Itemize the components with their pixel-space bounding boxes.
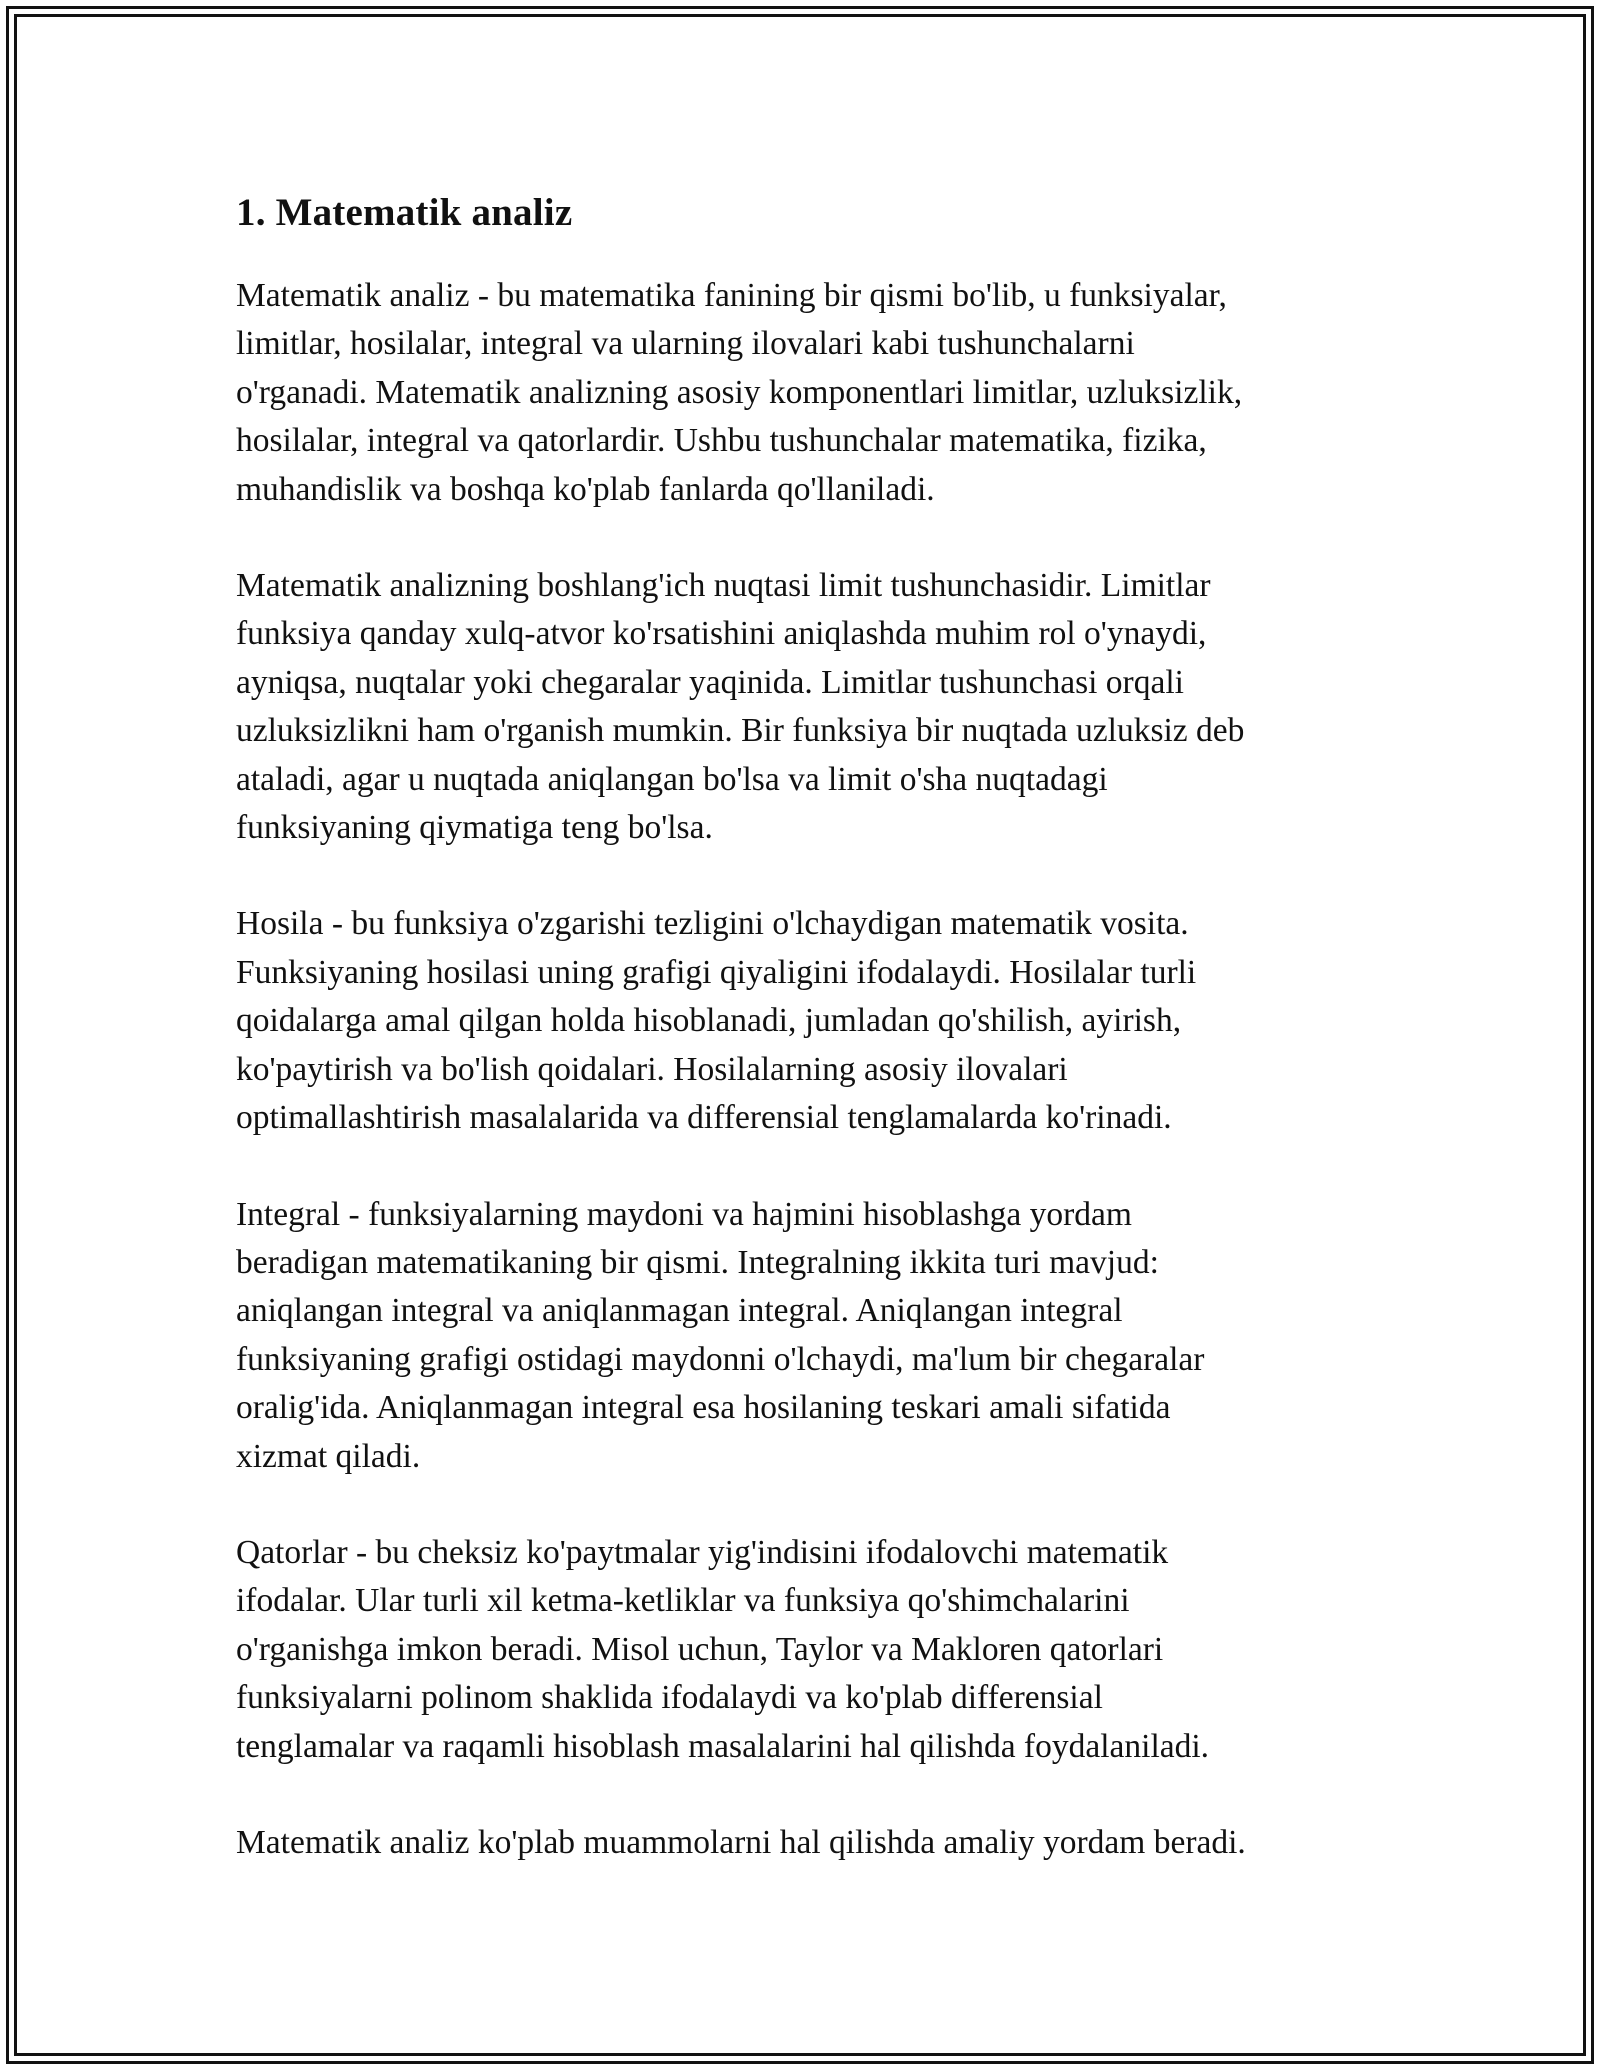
document-body <box>236 184 1376 1915</box>
paragraph-introduction: Matematik analiz - bu matematika fanining bir qismi bo'lib, u funksiyalar, limitlar, hosilalar, integral va ularning ilovalari kabi tushunchalarni o'rganadi. Matematik analizning asosiy komponentlari limitlar, uzluksizlik, hosilalar, integral va qatorlardir. Ushbu tushunchalar matematika, fizika, muhandislik va boshqa ko'plab fanlarda qo'llaniladi. <box>236 277 1243 508</box>
paragraph-series: Qatorlar - bu cheksiz ko'paytmalar yig'indisini ifodalovchi matematik ifodalar. Ular turli xil ketma-ketliklar va funksiya qo'shimchalarini o'rganishga imkon beradi. Misol uchun, Taylor va Makloren qatorlari funksiyalarni polinom shaklida ifodalaydi va ko'plab differensial tenglamalar va raqamli hisoblash masalalarini hal qilishda foydalaniladi. <box>236 1533 1210 1765</box>
section-title: 1. Matematik analiz <box>236 191 573 234</box>
paragraph-derivatives: Hosila - bu funksiya o'zgarishi tezligini o'lchaydigan matematik vosita. Funksiyaning hosilasi uning grafigi qiyaligini ifodalaydi. Hosilalar turli qoidalarga amal qilgan holda hisoblanadi, jumladan qo'shilish, ayirish, ko'paytirish va bo'lish qoidalari. Hosilalarning asosiy ilovalari optimallashtirish masalalarida va differensial tenglamalarda ko'rinadi. <box>236 905 1197 1137</box>
paragraph-conclusion: Matematik analiz ko'plab muammolarni hal qilishda amaliy yordam beradi. <box>236 1823 1246 1861</box>
paragraph-integrals: Integral - funksiyalarning maydoni va hajmini hisoblashga yordam beradigan matematikaning bir qismi. Integralning ikkita turi mavjud: aniqlangan integral va aniqlanmagan integral. Aniqlangan integral funksiyaning grafigi ostidagi maydonni o'lchaydi, ma'lum bir chegaralar oralig'ida. Aniqlanmagan integral esa hosilaning teskari amali sifatida xizmat qiladi. <box>236 1195 1205 1475</box>
paragraph-limits: Matematik analizning boshlang'ich nuqtasi limit tushunchasidir. Limitlar funksiya qanday xulq-atvor ko'rsatishini aniqlashda muhim rol o'ynaydi, ayniqsa, nuqtalar yoki chegaralar yaqinida. Limitlar tushunchasi orqali uzluksizlikni ham o'rganish mumkin. Bir funksiya bir nuqtada uzluksiz deb ataladi, agar u nuqtada aniqlangan bo'lsa va limit o'sha nuqtadagi funksiyaning qiymatiga teng bo'lsa. <box>236 567 1245 847</box>
